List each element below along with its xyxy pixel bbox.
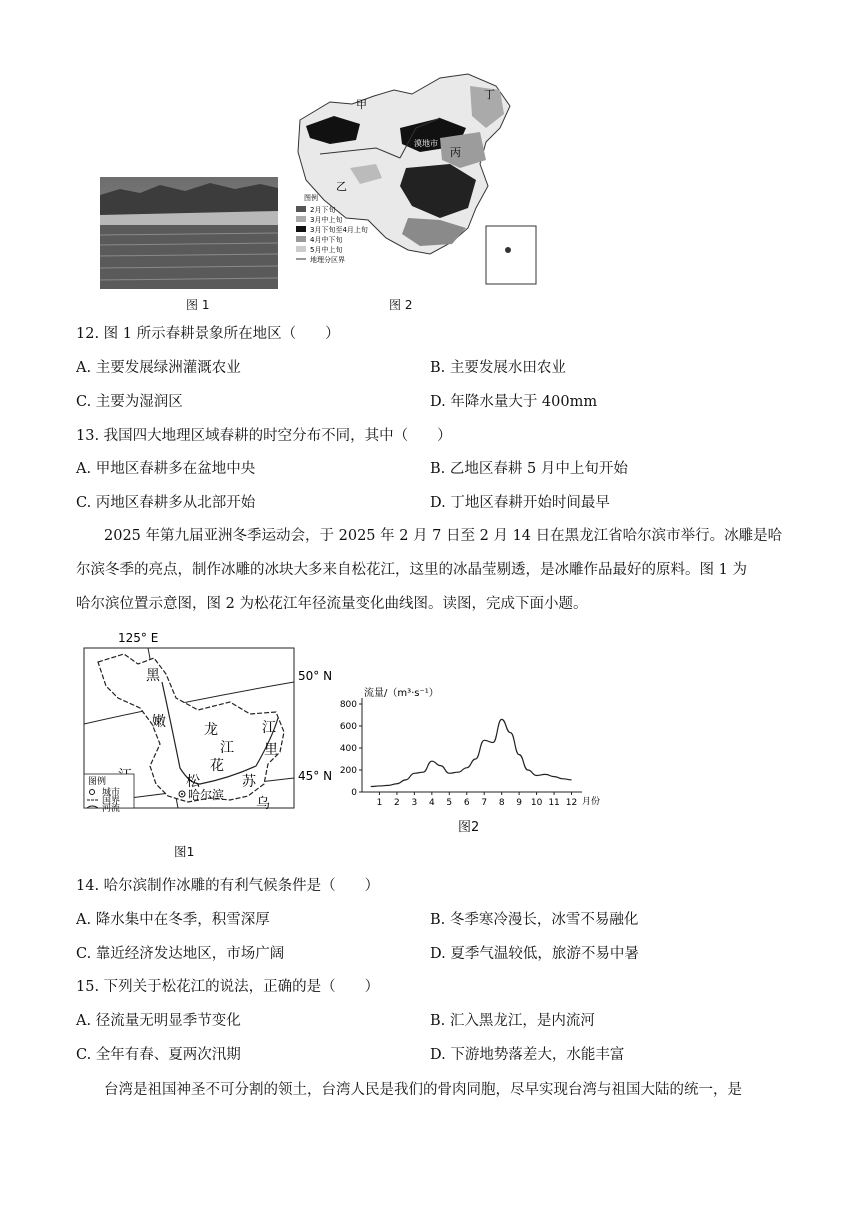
city-harbin: 哈尔滨: [188, 788, 225, 802]
x-tick-label: 8: [498, 798, 505, 808]
question-14: [76, 874, 379, 895]
label-wu: 乌: [256, 796, 270, 812]
discharge-chart: [338, 684, 608, 818]
q13-option-d: D. 丁地区春耕开始时间最早: [430, 495, 610, 511]
harbin-location-map: [80, 628, 340, 832]
label-li: 里: [264, 742, 278, 758]
y-tick-label: 800: [339, 700, 357, 710]
map-label-ding: 丁: [484, 88, 495, 101]
q13-option-a: A. 甲地区春耕多在盆地中央: [76, 461, 256, 477]
question-stem: 我国四大地理区域春耕的时空分布不同，其中（ ）: [103, 428, 452, 444]
chart-ylabel: 流量/（m³·s⁻¹）: [364, 688, 439, 699]
label-long: 龙: [204, 722, 218, 738]
mid-fig2-caption: 图2: [458, 820, 480, 835]
x-tick-label: 5: [446, 798, 453, 808]
q15-option-b: B. 汇入黑龙江，是内流河: [430, 1013, 595, 1029]
x-tick-label: 11: [548, 798, 560, 808]
china-spring-ploughing-map: [290, 68, 550, 296]
legend-item: 5月中上旬: [310, 246, 343, 254]
closing-paragraph: 台湾是祖国神圣不可分割的领土，台湾人民是我们的骨肉同胞，尽早实现台湾与祖国大陆的统一，是: [104, 1082, 742, 1098]
question-13: [76, 424, 452, 445]
top-fig1-caption: 图 1: [186, 298, 210, 312]
legend-item: 城市: [102, 788, 121, 798]
legend-item: 3月中上旬: [310, 216, 343, 224]
q12-option-a: A. 主要发展绿洲灌溉农业: [76, 360, 241, 376]
passage-line-3: 哈尔滨位置示意图，图 2 为松花江年径流量变化曲线图。读图，完成下面小题。: [76, 596, 588, 612]
legend-item: 4月中下旬: [310, 236, 343, 244]
question-stem: 下列关于松花江的说法，正确的是（ ）: [103, 979, 380, 995]
question-stem: 图 1 所示春耕景象所在地区（ ）: [103, 326, 340, 342]
q14-option-a: A. 降水集中在冬季，积雪深厚: [76, 912, 270, 928]
label-hua: 花: [210, 758, 224, 774]
y-tick-label: 200: [339, 766, 357, 776]
x-tick-label: 1: [376, 798, 383, 808]
legend-title: 图例: [88, 777, 107, 787]
map-city-label: 漠地市: [414, 139, 438, 148]
legend-item: 3月下旬至4月上旬: [310, 226, 368, 234]
x-tick-label: 2: [394, 798, 400, 808]
question-number: 13.: [76, 428, 100, 444]
q15-option-a: A. 径流量无明显季节变化: [76, 1013, 241, 1029]
x-tick-label: 12: [565, 798, 578, 808]
q12-option-c: C. 主要为湿润区: [76, 394, 183, 410]
lat50-label: 50° N: [298, 669, 333, 683]
legend-title: 图例: [304, 194, 318, 202]
label-song: 松: [186, 774, 200, 790]
q14-option-d: D. 夏季气温较低，旅游不易中暑: [430, 946, 639, 962]
legend-item: 2月下旬: [310, 206, 336, 214]
question-number: 15.: [76, 979, 100, 995]
label-jiang: 江: [220, 740, 234, 756]
legend-item: 国界: [102, 796, 121, 806]
map-label-yi: 乙: [336, 180, 347, 193]
q15-option-c: C. 全年有春、夏两次汛期: [76, 1047, 241, 1063]
q14-option-c: C. 靠近经济发达地区，市场广阔: [76, 946, 285, 962]
mid-fig1-caption: 图1: [174, 844, 195, 859]
y-tick-label: 0: [351, 788, 357, 798]
passage-line-1: 2025 年第九届亚洲冬季运动会，于 2025 年 2 月 7 日至 2 月 14 日在黑龙江省哈尔滨市举行。冰雕是哈: [104, 528, 783, 544]
q12-option-b: B. 主要发展水田农业: [430, 360, 566, 376]
question-number: 14.: [76, 878, 100, 894]
question-stem: 哈尔滨制作冰雕的有利气候条件是（ ）: [103, 878, 380, 894]
x-tick-label: 3: [411, 798, 418, 808]
q14-option-b: B. 冬季寒冷漫长，冰雪不易融化: [430, 912, 639, 928]
mid-map-legend: [84, 774, 134, 814]
x-tick-label: 6: [463, 798, 470, 808]
x-tick-label: 4: [428, 798, 435, 808]
label-su: 苏: [242, 774, 256, 790]
question-12: [76, 322, 340, 343]
label-wsl-jiang: 江: [262, 720, 276, 736]
passage-line-2: 尔滨冬季的亮点，制作冰雕的冰块大多来自松花江，这里的冰晶莹剔透，是冰雕作品最好的原料。图 1 为: [76, 562, 747, 578]
question-number: 12.: [76, 326, 100, 342]
legend-item: 河流: [102, 804, 121, 814]
y-tick-label: 600: [339, 722, 357, 732]
q15-option-d: D. 下游地势落差大，水能丰富: [430, 1047, 625, 1063]
map-label-bing: 丙: [450, 146, 461, 159]
discharge-series-line: [371, 719, 572, 786]
x-tick-label: 9: [516, 798, 523, 808]
longitude-label: 125° E: [118, 631, 159, 645]
spring-ploughing-photo: [100, 177, 278, 289]
x-tick-label: 7: [481, 798, 488, 808]
top-fig2-caption: 图 2: [389, 298, 413, 312]
legend-item: 地理分区界: [310, 256, 345, 264]
q12-option-d: D. 年降水量大于 400mm: [430, 394, 598, 410]
question-15: [76, 975, 379, 996]
chart-xlabel: 月份: [582, 797, 601, 807]
label-hei: 黑: [146, 668, 160, 684]
q13-option-b: B. 乙地区春耕 5 月中上旬开始: [430, 461, 628, 477]
map-label-jia: 甲: [356, 98, 367, 111]
label-nen: 嫩: [152, 714, 166, 730]
y-tick-label: 400: [339, 744, 357, 754]
x-tick-label: 10: [530, 798, 543, 808]
q13-option-c: C. 丙地区春耕多从北部开始: [76, 495, 256, 511]
lat45-label: 45° N: [298, 769, 333, 783]
